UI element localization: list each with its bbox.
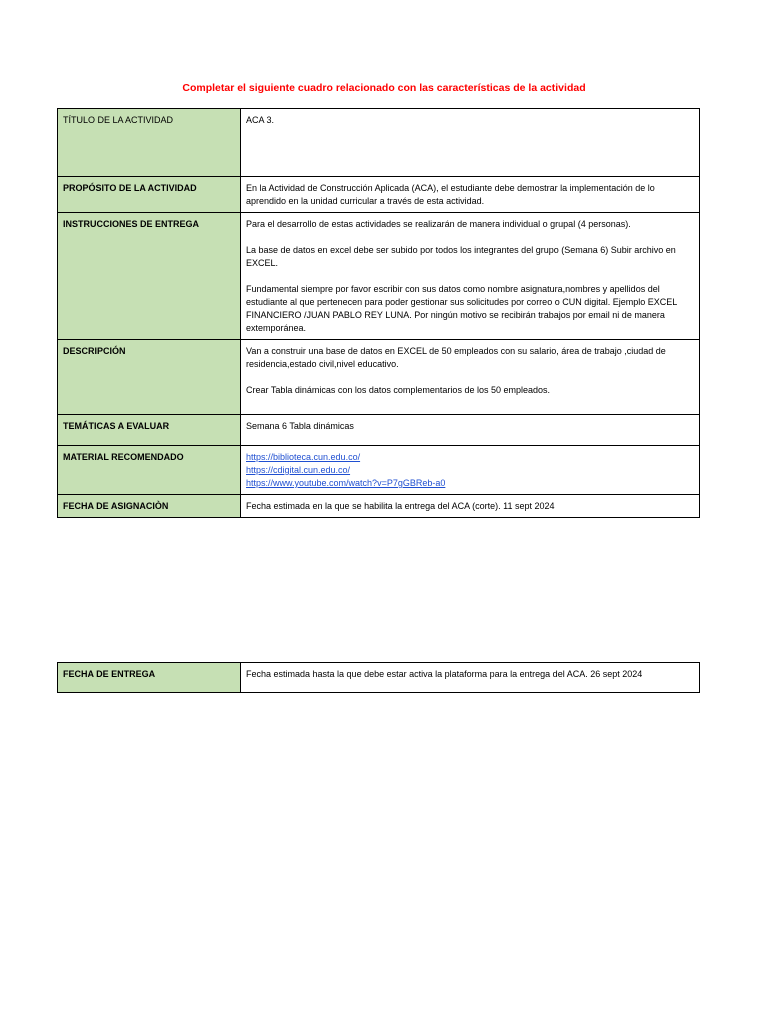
row-value-assignment-date [241, 495, 700, 518]
table-row-topics [58, 415, 700, 446]
link-biblioteca[interactable]: https://biblioteca.cun.edu.co/ [246, 452, 361, 462]
row-label-assignment-date: FECHA DE ASIGNACIÒN [58, 495, 241, 518]
row-value-purpose [241, 177, 700, 213]
title-text: ACA 3. [246, 115, 275, 125]
assignment-date-text: Fecha estimada en la que se habilita la entrega del ACA (corte). 11 sept 2024 [246, 501, 555, 511]
table-row-delivery-date [58, 663, 700, 693]
instructions-paragraph: Para el desarrollo de estas actividades se realizarán de manera individual o grupal (4 personas). [246, 219, 631, 229]
row-value-title [241, 109, 700, 177]
table-row-title [58, 109, 700, 177]
row-label-delivery-date: FECHA DE ENTREGA [58, 663, 241, 693]
table-row-material [58, 446, 700, 495]
row-label-description: DESCRIPCIÓN [58, 340, 241, 415]
table-row-assignment-date [58, 495, 700, 518]
delivery-table [57, 662, 700, 693]
row-value-description [241, 340, 700, 415]
row-label-material: MATERIAL RECOMENDADO [58, 446, 241, 495]
row-value-topics [241, 415, 700, 446]
link-cdigital[interactable]: https://cdigital.cun.edu.co/ [246, 465, 351, 475]
table-row-description [58, 340, 700, 415]
description-paragraph: Crear Tabla dinámicas con los datos complementarios de los 50 empleados. [246, 385, 550, 395]
topics-text: Semana 6 Tabla dinámicas [246, 421, 354, 431]
activity-table [57, 108, 700, 518]
table-row-instructions [58, 213, 700, 340]
row-label-title: TÍTULO DE LA ACTIVIDAD [58, 109, 241, 177]
row-value-material [241, 446, 700, 495]
row-label-purpose: PROPÓSITO DE LA ACTIVIDAD [58, 177, 241, 213]
description-paragraph: Van a construir una base de datos en EXCEL de 50 empleados con su salario, área de trabajo ,ciudad de residencia,estado civil,nivel educativo. [246, 346, 666, 369]
page-heading: Completar el siguiente cuadro relacionado con las características de la actividad [182, 82, 586, 94]
row-label-instructions: INSTRUCCIONES DE ENTREGA [58, 213, 241, 340]
row-label-topics: TEMÁTICAS A EVALUAR [58, 415, 241, 446]
instructions-paragraph: La base de datos en excel debe ser subido por todos los integrantes del grupo (Semana 6) Subir archivo en EXCEL. [246, 245, 676, 268]
instructions-paragraph: Fundamental siempre por favor escribir con sus datos como nombre asignatura,nombres y apellidos del estudiante al que pertenecen para poder gestionar sus solicitudes por correo o CUN digital. Ejemplo EXCEL FINANCIERO /JUAN PABLO REY LUNA. Por ningún motivo se recibirán trabajos por email ni de manera extemporánea. [246, 284, 677, 333]
purpose-text: En la Actividad de Construcción Aplicada (ACA), el estudiante debe demostrar la implementación de lo aprendido en la unidad curricular a través de esta actividad. [246, 183, 655, 206]
table-row-purpose [58, 177, 700, 213]
row-value-delivery-date: Fecha estimada hasta la que debe estar activa la plataforma para la entrega del ACA. 26 sept 2024 [241, 663, 700, 693]
row-value-instructions [241, 213, 700, 340]
link-youtube[interactable]: https://www.youtube.com/watch?v=P7gGBReb-a0 [246, 478, 446, 488]
